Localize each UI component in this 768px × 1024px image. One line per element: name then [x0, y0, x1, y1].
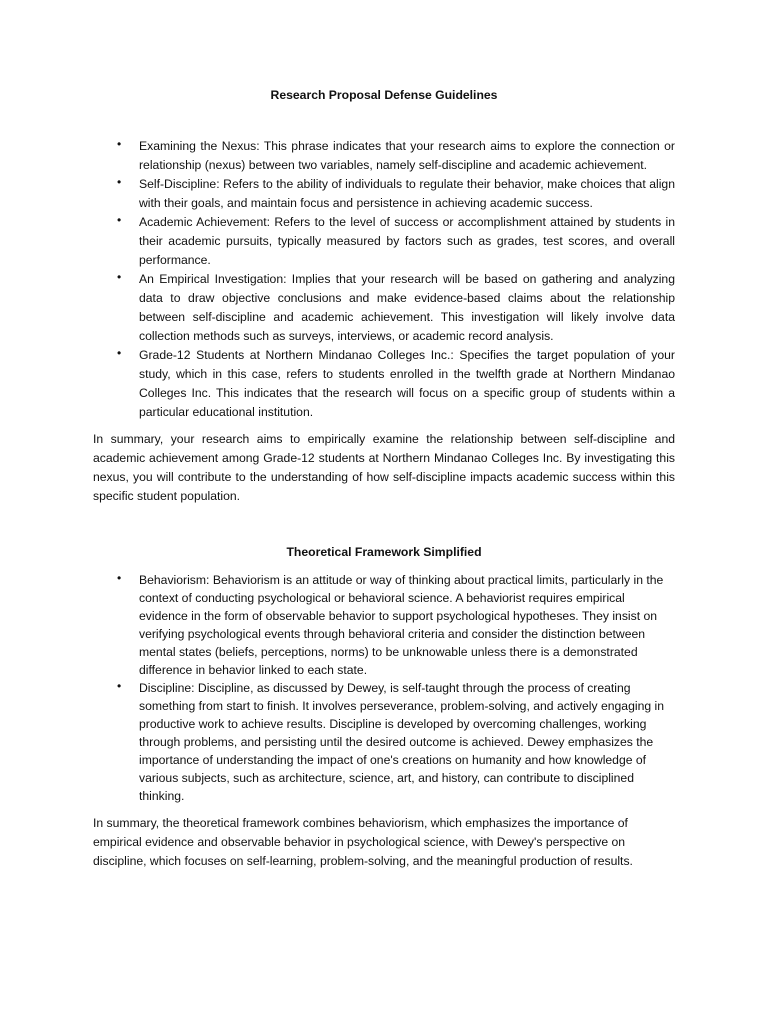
bullet-icon: • [117, 137, 122, 151]
list-item [93, 679, 675, 805]
bullet-icon: • [117, 346, 122, 360]
summary-paragraph: In summary, your research aims to empirically examine the relationship between self-discipline and academic achievement among Grade-12 students at Northern Mindanao Colleges Inc. By investigating this nexus, you will contribute to the understanding of how self-discipline impacts academic success within this specific student population. [93, 432, 675, 503]
page-title: Research Proposal Defense Guidelines [270, 88, 498, 102]
list-item [93, 137, 675, 175]
list-item-text: Discipline: Discipline, as discussed by Dewey, is self-taught through the process of creating something from start to finish. It involves perseverance, problem-solving, and actively engaging in productive work to achieve results. Discipline is developed by overcoming challenges, working through problems, and persisting until the desired outcome is achieved. Dewey emphasizes the importance of understanding the impact of one's creations on humanity and how knowledge of various subjects, such as architecture, science, art, and history, can contribute to disciplined thinking. [139, 681, 665, 803]
bullet-icon: • [117, 175, 122, 189]
framework-list [93, 571, 675, 805]
list-item-text: An Empirical Investigation: Implies that your research will be based on gathering and analyzing data to draw objective conclusions and make evidence-based claims about the relationship between self-discipline and academic achievement. This investigation will likely involve data collection methods such as surveys, interviews, or academic record analysis. [139, 272, 675, 343]
list-item [93, 571, 675, 679]
section-title: Theoretical Framework Simplified [286, 545, 482, 559]
bullet-icon: • [117, 213, 122, 227]
list-item-text: Behaviorism: Behaviorism is an attitude or way of thinking about practical limits, particularly in the context of conducting psychological or behavioral science. A behaviorist requires empirical evidence in the form of observable behavior to support psychological hypotheses. They insist on verifying psychological events through behavioral criteria and consider the distinction between mental states (beliefs, perceptions, norms) to be unknowable unless there is a demonstrated difference in behavior linked to each state. [139, 573, 664, 677]
list-item [93, 175, 675, 213]
summary-paragraph: In summary, the theoretical framework combines behaviorism, which emphasizes the importance of empirical evidence and observable behavior in psychological science, with Dewey's perspective on discipline, which focuses on self-learning, problem-solving, and the meaningful production of results. [93, 816, 633, 868]
bullet-icon: • [117, 571, 122, 585]
bullet-icon: • [117, 679, 122, 693]
list-item-text: Academic Achievement: Refers to the level of success or accomplishment attained by students in their academic pursuits, typically measured by factors such as grades, test scores, and overall performance. [139, 215, 675, 267]
list-item [93, 213, 675, 270]
bullet-icon: • [117, 270, 122, 284]
list-item [93, 346, 675, 422]
list-item-text: Grade-12 Students at Northern Mindanao Colleges Inc.: Specifies the target population of your study, which in this case, refers to students enrolled in the twelfth grade at Northern Mindanao Colleges Inc. This indicates that the research will focus on a specific group of students within a particular educational institution. [139, 348, 675, 419]
list-item-text: Examining the Nexus: This phrase indicates that your research aims to explore the connection or relationship (nexus) between two variables, namely self-discipline and academic achievement. [139, 139, 675, 172]
list-item-text: Self-Discipline: Refers to the ability of individuals to regulate their behavior, make choices that align with their goals, and maintain focus and persistence in achieving academic success. [139, 177, 675, 210]
definitions-list [93, 137, 675, 422]
list-item [93, 270, 675, 346]
